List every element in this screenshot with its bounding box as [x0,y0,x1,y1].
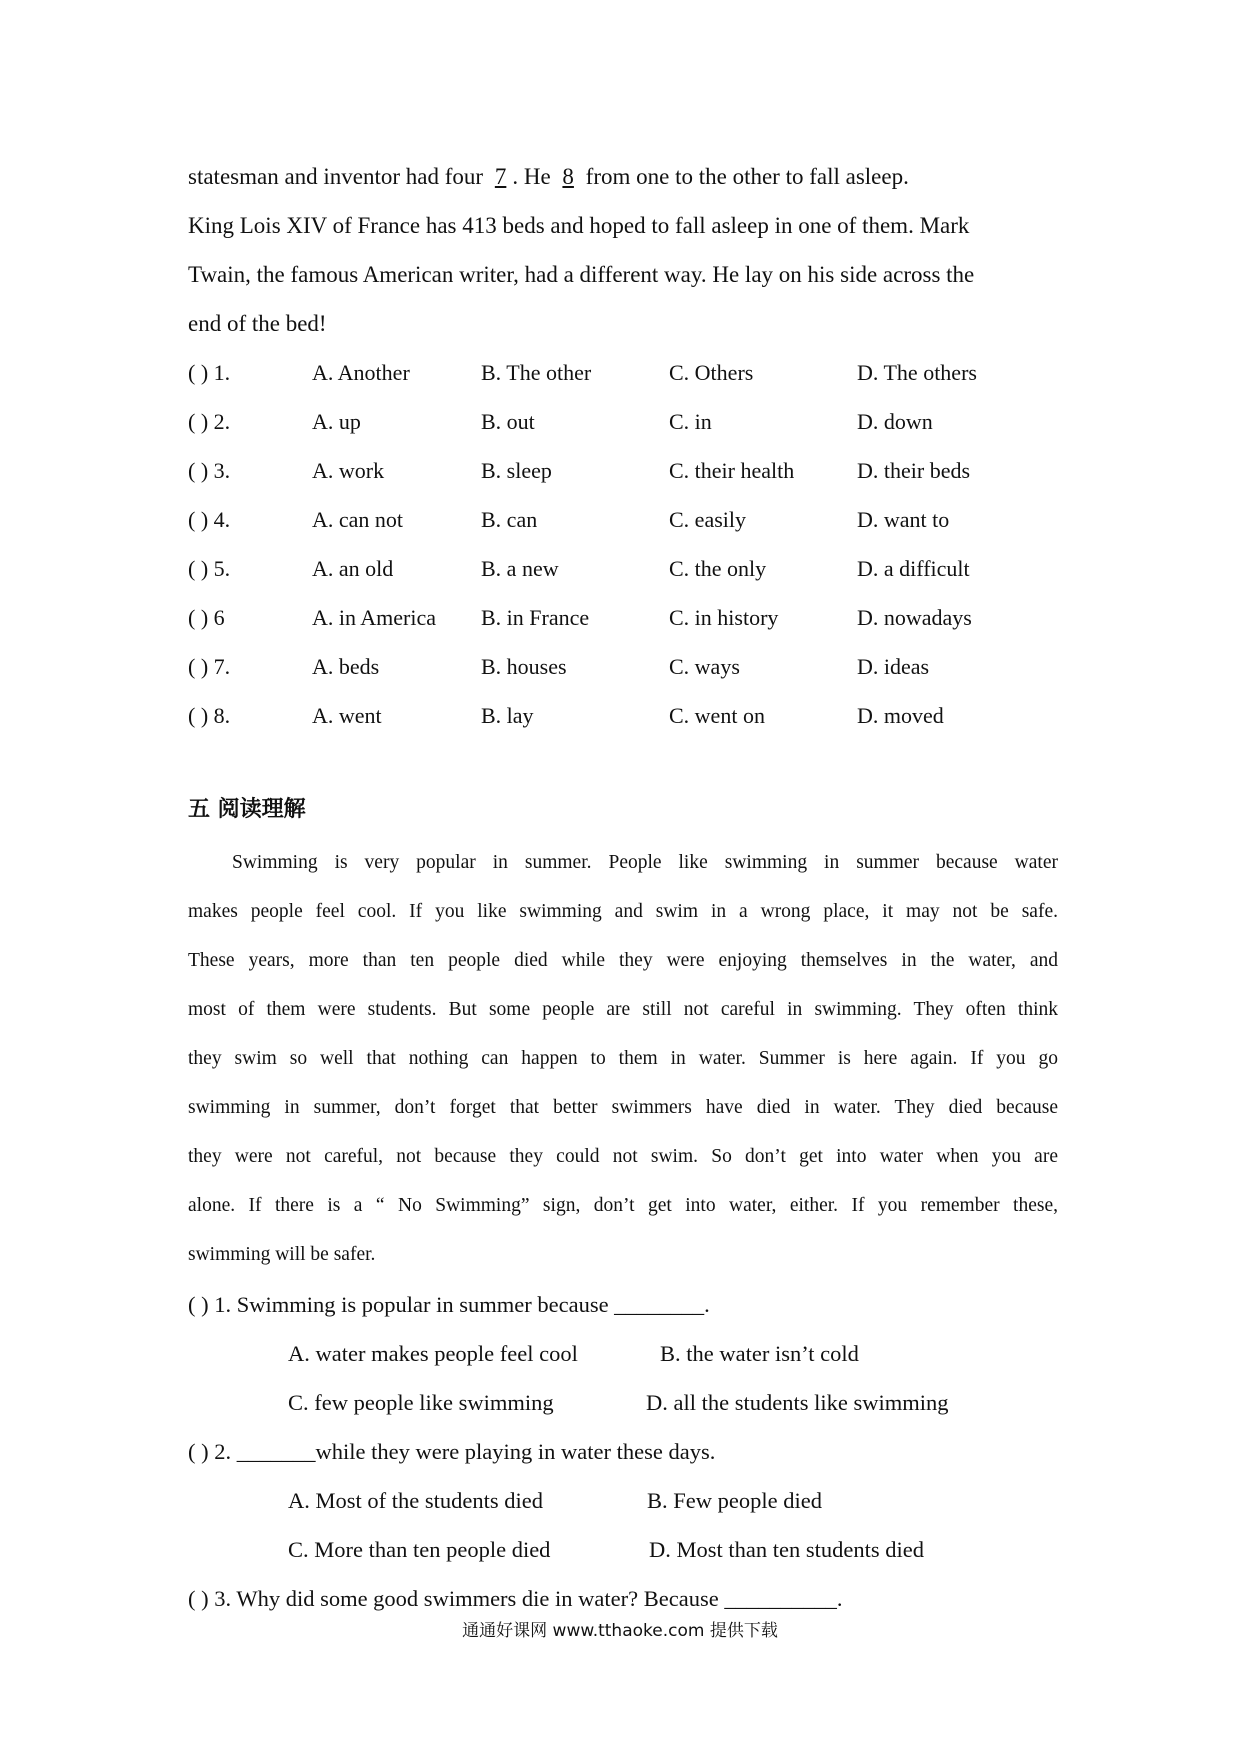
option-b: B. lay [481,703,534,728]
passage-line: Swimming is very popular in summer. People like swimming in summer because water [232,852,1058,873]
option-c: C. in history [669,605,779,630]
passage-line: swimming will be safer. [188,1244,376,1265]
option-b: B. sleep [481,458,552,483]
section-heading: 五 阅读理解 [188,797,306,822]
option-a: A. in America [312,605,437,630]
answer-bracket: ( ) 5. [188,556,231,581]
option-a: A. Another [312,360,410,385]
passage-line: These years, more than ten people died while they were enjoying themselves in the water, and [188,950,1058,971]
option-d: D. The others [857,360,977,385]
answer-bracket: ( ) 8. [188,703,231,728]
option-b: B. out [481,409,535,434]
option-a: A. can not [312,507,404,532]
option-a: A. up [312,409,361,434]
option-b: B. in France [481,605,590,630]
choice-a: A. water makes people feel cool [288,1341,578,1366]
passage-line: they swim so well that nothing can happen to them in water. Summer is here again. If you go [188,1048,1058,1069]
question-1-stem: ( ) 1. Swimming is popular in summer because ________. [188,1292,710,1317]
answer-bracket: ( ) 2. [188,409,231,434]
choice-c: C. few people like swimming [288,1390,554,1415]
answer-bracket: ( ) 6 [188,605,225,630]
option-a: A. went [312,703,382,728]
option-b: B. a new [481,556,559,581]
passage-line: they were not careful, not because they could not swim. So don’t get into water when you are [188,1146,1058,1167]
page-footer: 通通好课网 www.tthaoke.com 提供下载 [462,1621,778,1641]
question-2-stem: ( ) 2. _______while they were playing in water these days. [188,1439,716,1464]
passage-line: most of them were students. But some people are still not careful in swimming. They often think [188,999,1058,1020]
question-2-choices-row-1 [188,1476,842,1525]
option-c: C. easily [669,507,746,532]
option-d: D. moved [857,703,944,728]
passage-line: swimming in summer, don’t forget that better swimmers have died in water. They died because [188,1097,1058,1118]
answer-bracket: ( ) 3. [188,458,231,483]
question-2-choices-row-2 [188,1525,924,1574]
passage-line: King Lois XIV of France has 413 beds and hoped to fall asleep in one of them. Mark [188,213,970,238]
option-d: D. nowadays [857,605,972,630]
choice-a: A. Most of the students died [288,1488,543,1513]
question-3-stem: ( ) 3. Why did some good swimmers die in water? Because __________. [188,1586,843,1611]
passage-line: statesman and inventor had four 7 . He 8 from one to the other to fall asleep. [188,164,909,189]
comprehension-questions [188,1280,949,1623]
option-a: A. an old [312,556,394,581]
passage-line: makes people feel cool. If you like swimming and swim in a wrong place, it may not be safe. [188,901,1058,922]
option-b: B. houses [481,654,567,679]
passage-line: end of the bed! [188,311,327,336]
cloze-blank-7: 7 [494,164,507,189]
option-c: C. in [669,409,712,434]
choice-b: B. Few people died [647,1488,822,1513]
answer-bracket: ( ) 7. [188,654,231,679]
option-a: A. beds [312,654,380,679]
option-a: A. work [312,458,385,483]
question-1-choices-row-2 [188,1378,949,1427]
option-d: D. a difficult [857,556,970,581]
choice-d: D. Most than ten students died [649,1537,924,1562]
reading-passage [188,838,1058,1279]
passage-line: Twain, the famous American writer, had a different way. He lay on his side across the [188,262,975,287]
choice-c: C. More than ten people died [288,1537,551,1562]
choice-b: B. the water isn’t cold [660,1341,859,1366]
option-c: C. ways [669,654,740,679]
option-d: D. their beds [857,458,971,483]
option-c: C. went on [669,703,765,728]
cloze-passage-continuation [188,152,1068,348]
option-b: B. can [481,507,538,532]
option-c: C. the only [669,556,767,581]
question-1-choices-row-1 [188,1329,859,1378]
option-d: D. want to [857,507,950,532]
option-c: C. Others [669,360,754,385]
choice-d: D. all the students like swimming [646,1390,949,1415]
answer-bracket: ( ) 4. [188,507,231,532]
passage-line: alone. If there is a “ No Swimming” sign, don’t get into water, either. If you remember these, [188,1195,1058,1216]
option-d: D. down [857,409,933,434]
option-b: B. The other [481,360,592,385]
answer-bracket: ( ) 1. [188,360,231,385]
option-c: C. their health [669,458,795,483]
cloze-blank-8: 8 [562,164,574,189]
option-d: D. ideas [857,654,930,679]
